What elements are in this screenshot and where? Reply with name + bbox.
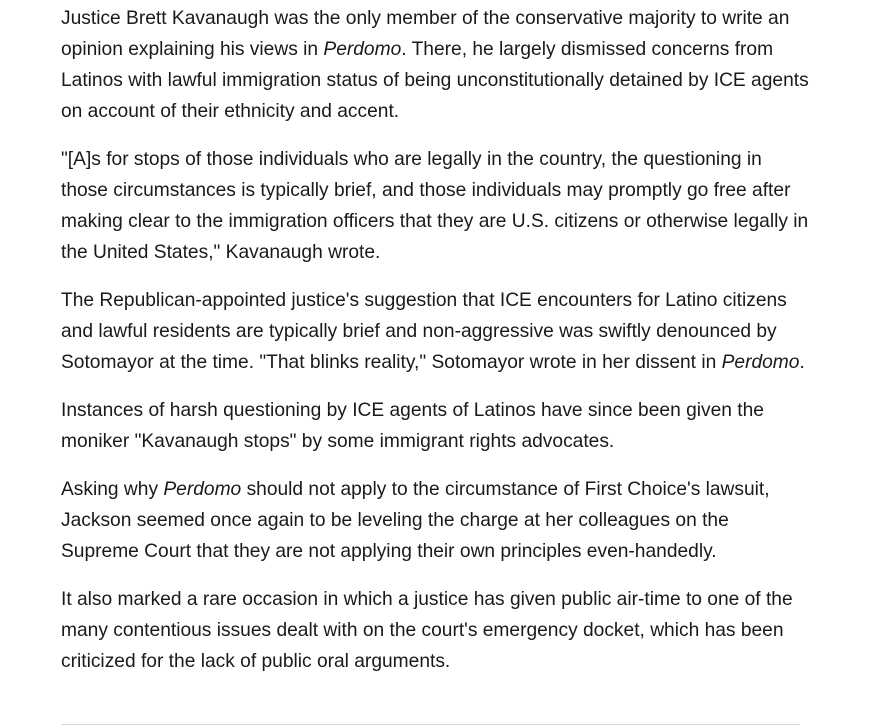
- paragraph-text: .: [799, 352, 805, 373]
- paragraph-text: Asking why: [61, 479, 164, 500]
- case-name-italic: Perdomo: [721, 352, 800, 373]
- paragraph-text: Justice Brett Kavanaugh was the only member of the conservative majority to write an opinion explaining his views in: [61, 8, 790, 60]
- article-paragraph: [61, 285, 811, 378]
- paragraph-text: The Republican-appointed justice's suggestion that ICE encounters for Latino citizens and lawful residents are typically brief and non-aggressive was swiftly denounced by Sotomayor at the time. "That blinks reality," Sotomayor wrote in her dissent in: [61, 290, 787, 373]
- case-name-italic: Perdomo: [163, 479, 242, 500]
- article-paragraph: [61, 474, 811, 567]
- paragraph-text: It also marked a rare occasion in which a justice has given public air-time to one of the many contentious issues dealt with on the court's emergency docket, which has been criticized for the lack of public oral arguments.: [61, 589, 793, 672]
- paragraph-text: "[A]s for stops of those individuals who are legally in the country, the questioning in those circumstances is typically brief, and those individuals may promptly go free after making clear to the immigration officers that they are U.S. citizens or otherwise legally in the United States," Kavanaugh wrote.: [61, 149, 809, 263]
- article-paragraph: [61, 144, 811, 268]
- paragraph-text: should not apply to the circumstance of First Choice's lawsuit, Jackson seemed once again to be leveling the charge at her colleagues on the Supreme Court that they are not applying their own principles even-handedly.: [61, 479, 770, 562]
- article-paragraph: [61, 584, 811, 677]
- section-divider: [61, 724, 800, 725]
- case-name-italic: Perdomo: [323, 39, 402, 60]
- article-paragraph: [61, 395, 811, 457]
- paragraph-text: . There, he largely dismissed concerns from Latinos with lawful immigration status of being unconstitutionally detained by ICE agents on account of their ethnicity and accent.: [61, 39, 809, 122]
- article-paragraph: [61, 3, 811, 127]
- paragraph-text: Instances of harsh questioning by ICE agents of Latinos have since been given the moniker "Kavanaugh stops" by some immigrant rights advocates.: [61, 400, 764, 452]
- article-body: [61, 3, 811, 694]
